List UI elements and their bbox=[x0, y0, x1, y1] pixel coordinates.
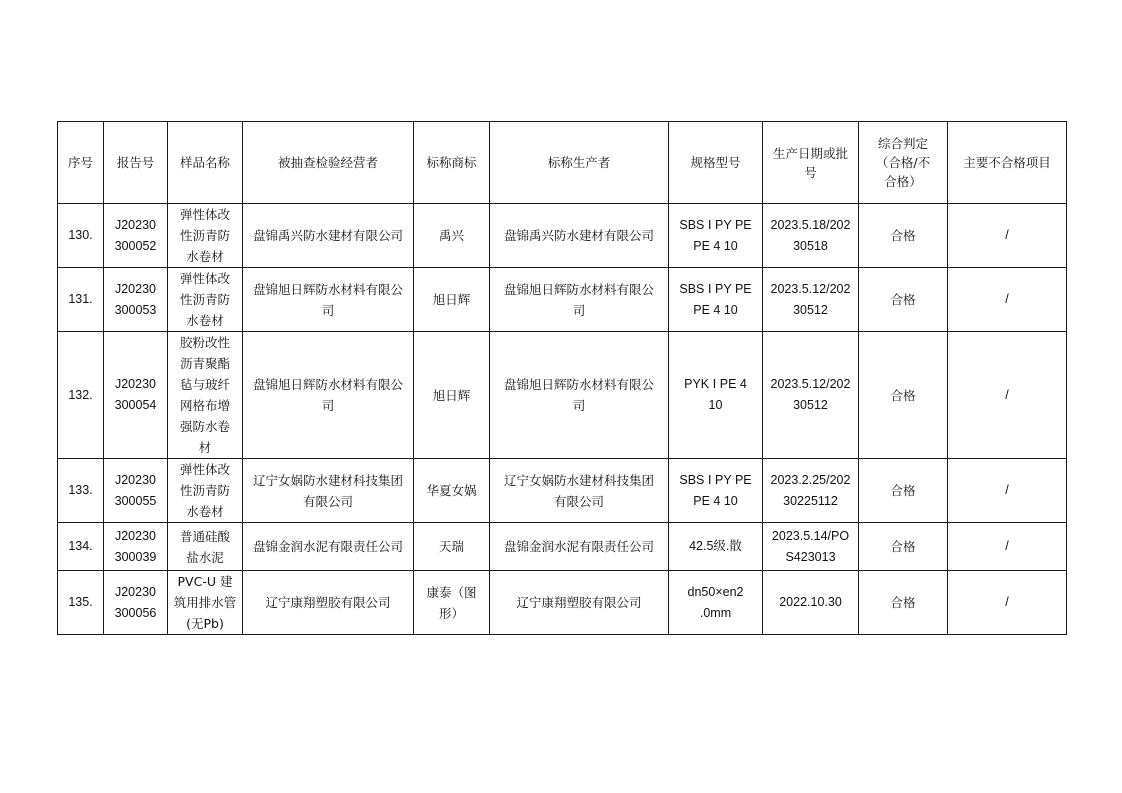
cell-verdict: 合格 bbox=[859, 204, 948, 268]
cell-sample-name bbox=[168, 332, 243, 459]
cell-spec bbox=[669, 523, 763, 571]
brand-text: 旭日辉 bbox=[432, 387, 471, 403]
cell-seq: 134. bbox=[58, 523, 104, 571]
header-spec: 规格型号 bbox=[669, 122, 763, 204]
spec-text: PYK Ⅰ PE 4 10 bbox=[684, 377, 747, 412]
manufacturer-text: 盘锦旭日辉防水材料有限公司 bbox=[503, 377, 654, 413]
cell-date-batch bbox=[763, 332, 859, 459]
operator-text: 盘锦金润水泥有限责任公司 bbox=[252, 539, 403, 554]
cell-brand bbox=[414, 332, 490, 459]
cell-brand bbox=[414, 268, 490, 332]
cell-manufacturer bbox=[490, 268, 669, 332]
operator-text: 盘锦旭日辉防水材料有限公司 bbox=[252, 377, 403, 413]
header-verdict bbox=[859, 122, 948, 204]
cell-operator bbox=[243, 523, 414, 571]
cell-operator bbox=[243, 332, 414, 459]
cell-report-no bbox=[104, 332, 168, 459]
sample-name-text: PVC-U 建筑用排水管(无Pb) bbox=[173, 574, 237, 631]
brand-text: 康泰（图形） bbox=[426, 584, 477, 621]
spec-text: dn50×en2.0mm bbox=[687, 584, 744, 620]
cell-date-batch bbox=[763, 204, 859, 268]
spec-text: SBS Ⅰ PY PE PE 4 10 bbox=[679, 217, 752, 253]
manufacturer-text: 盘锦金润水泥有限责任公司 bbox=[503, 539, 654, 554]
spec-text: SBS Ⅰ PY PE PE 4 10 bbox=[679, 472, 752, 508]
header-brand: 标称商标 bbox=[414, 122, 490, 204]
cell-manufacturer bbox=[490, 332, 669, 459]
cell-failed-items: / bbox=[948, 571, 1067, 635]
cell-failed-items: / bbox=[948, 204, 1067, 268]
operator-text: 辽宁康翔塑胶有限公司 bbox=[265, 595, 391, 610]
cell-report-no bbox=[104, 523, 168, 571]
cell-spec bbox=[669, 571, 763, 635]
cell-brand bbox=[414, 571, 490, 635]
cell-failed-items: / bbox=[948, 268, 1067, 332]
cell-date-batch bbox=[763, 571, 859, 635]
brand-text: 旭日辉 bbox=[432, 292, 471, 307]
cell-spec bbox=[669, 204, 763, 268]
table-row bbox=[58, 268, 1067, 332]
manufacturer-text: 辽宁女娲防水建材科技集团有限公司 bbox=[503, 472, 654, 509]
table-row bbox=[58, 571, 1067, 635]
sample-name-text: 弹性体改性沥青防水卷材 bbox=[179, 462, 230, 519]
report-no-text: J20230300053 bbox=[114, 281, 157, 317]
table-row bbox=[58, 204, 1067, 268]
cell-brand bbox=[414, 523, 490, 571]
manufacturer-text: 盘锦旭日辉防水材料有限公司 bbox=[503, 281, 654, 318]
cell-seq: 135. bbox=[58, 571, 104, 635]
cell-report-no bbox=[104, 459, 168, 523]
table-row bbox=[58, 459, 1067, 523]
sample-name-text: 弹性体改性沥青防水卷材 bbox=[179, 271, 230, 328]
cell-seq: 131. bbox=[58, 268, 104, 332]
header-operator: 被抽查检验经营者 bbox=[243, 122, 414, 204]
spec-text: SBS Ⅰ PY PE PE 4 10 bbox=[679, 281, 752, 317]
spec-text: 42.5级.散 bbox=[689, 539, 742, 553]
cell-manufacturer bbox=[490, 459, 669, 523]
cell-brand bbox=[414, 204, 490, 268]
cell-manufacturer bbox=[490, 523, 669, 571]
date-batch-text: 2023.5.12/20230512 bbox=[770, 281, 851, 317]
header-seq: 序号 bbox=[58, 122, 104, 204]
cell-verdict: 合格 bbox=[859, 332, 948, 459]
header-failed-items: 主要不合格项目 bbox=[948, 122, 1067, 204]
brand-text: 华夏女娲 bbox=[426, 483, 477, 498]
table-row bbox=[58, 332, 1067, 459]
cell-manufacturer bbox=[490, 571, 669, 635]
brand-text: 天瑞 bbox=[438, 539, 464, 554]
date-batch-text: 2023.5.14/POS423013 bbox=[771, 528, 850, 564]
cell-verdict: 合格 bbox=[859, 571, 948, 635]
cell-failed-items: / bbox=[948, 459, 1067, 523]
report-no-text: J20230300054 bbox=[114, 377, 157, 412]
report-no-text: J20230300056 bbox=[114, 584, 157, 620]
date-batch-text: 2023.2.25/20230225112 bbox=[770, 472, 851, 508]
cell-verdict: 合格 bbox=[859, 459, 948, 523]
header-date-batch-text: 生产日期或批号 bbox=[772, 145, 848, 180]
cell-date-batch bbox=[763, 459, 859, 523]
cell-date-batch bbox=[763, 268, 859, 332]
cell-brand bbox=[414, 459, 490, 523]
cell-spec bbox=[669, 268, 763, 332]
date-batch-text: 2022.10.30 bbox=[779, 595, 842, 609]
cell-sample-name bbox=[168, 204, 243, 268]
cell-sample-name bbox=[168, 268, 243, 332]
date-batch-text: 2023.5.18/20230518 bbox=[770, 217, 851, 253]
sample-name-text: 普通硅酸盐水泥 bbox=[179, 528, 230, 565]
cell-report-no bbox=[104, 268, 168, 332]
cell-operator bbox=[243, 204, 414, 268]
table-row bbox=[58, 523, 1067, 571]
sample-name-text: 胶粉改性沥青聚酯毡与玻纤网格布增强防水卷材 bbox=[179, 335, 230, 455]
sample-name-text: 弹性体改性沥青防水卷材 bbox=[179, 207, 230, 264]
cell-operator bbox=[243, 268, 414, 332]
cell-failed-items: / bbox=[948, 523, 1067, 571]
manufacturer-text: 盘锦禹兴防水建材有限公司 bbox=[503, 228, 654, 243]
header-report-no: 报告号 bbox=[104, 122, 168, 204]
report-no-text: J20230300039 bbox=[114, 528, 157, 564]
cell-operator bbox=[243, 571, 414, 635]
brand-text: 禹兴 bbox=[438, 228, 464, 243]
cell-failed-items: / bbox=[948, 332, 1067, 459]
inspection-results-table bbox=[57, 121, 1067, 635]
cell-sample-name bbox=[168, 571, 243, 635]
operator-text: 盘锦旭日辉防水材料有限公司 bbox=[252, 281, 403, 318]
cell-operator bbox=[243, 459, 414, 523]
header-sample-name: 样品名称 bbox=[168, 122, 243, 204]
date-batch-text: 2023.5.12/20230512 bbox=[770, 377, 851, 412]
operator-text: 辽宁女娲防水建材科技集团有限公司 bbox=[252, 472, 403, 509]
cell-report-no bbox=[104, 571, 168, 635]
cell-manufacturer bbox=[490, 204, 669, 268]
cell-spec bbox=[669, 332, 763, 459]
header-verdict-text: 综合判定（合格/不合格） bbox=[875, 136, 931, 189]
table-header-row bbox=[58, 122, 1067, 204]
header-date-batch bbox=[763, 122, 859, 204]
report-no-text: J20230300052 bbox=[114, 217, 157, 253]
cell-seq: 130. bbox=[58, 204, 104, 268]
cell-verdict: 合格 bbox=[859, 268, 948, 332]
cell-spec bbox=[669, 459, 763, 523]
manufacturer-text: 辽宁康翔塑胶有限公司 bbox=[516, 595, 642, 610]
report-no-text: J20230300055 bbox=[114, 472, 157, 508]
cell-seq: 133. bbox=[58, 459, 104, 523]
cell-sample-name bbox=[168, 459, 243, 523]
operator-text: 盘锦禹兴防水建材有限公司 bbox=[252, 228, 403, 243]
header-manufacturer: 标称生产者 bbox=[490, 122, 669, 204]
cell-sample-name bbox=[168, 523, 243, 571]
cell-seq: 132. bbox=[58, 332, 104, 459]
cell-date-batch bbox=[763, 523, 859, 571]
cell-report-no bbox=[104, 204, 168, 268]
cell-verdict: 合格 bbox=[859, 523, 948, 571]
